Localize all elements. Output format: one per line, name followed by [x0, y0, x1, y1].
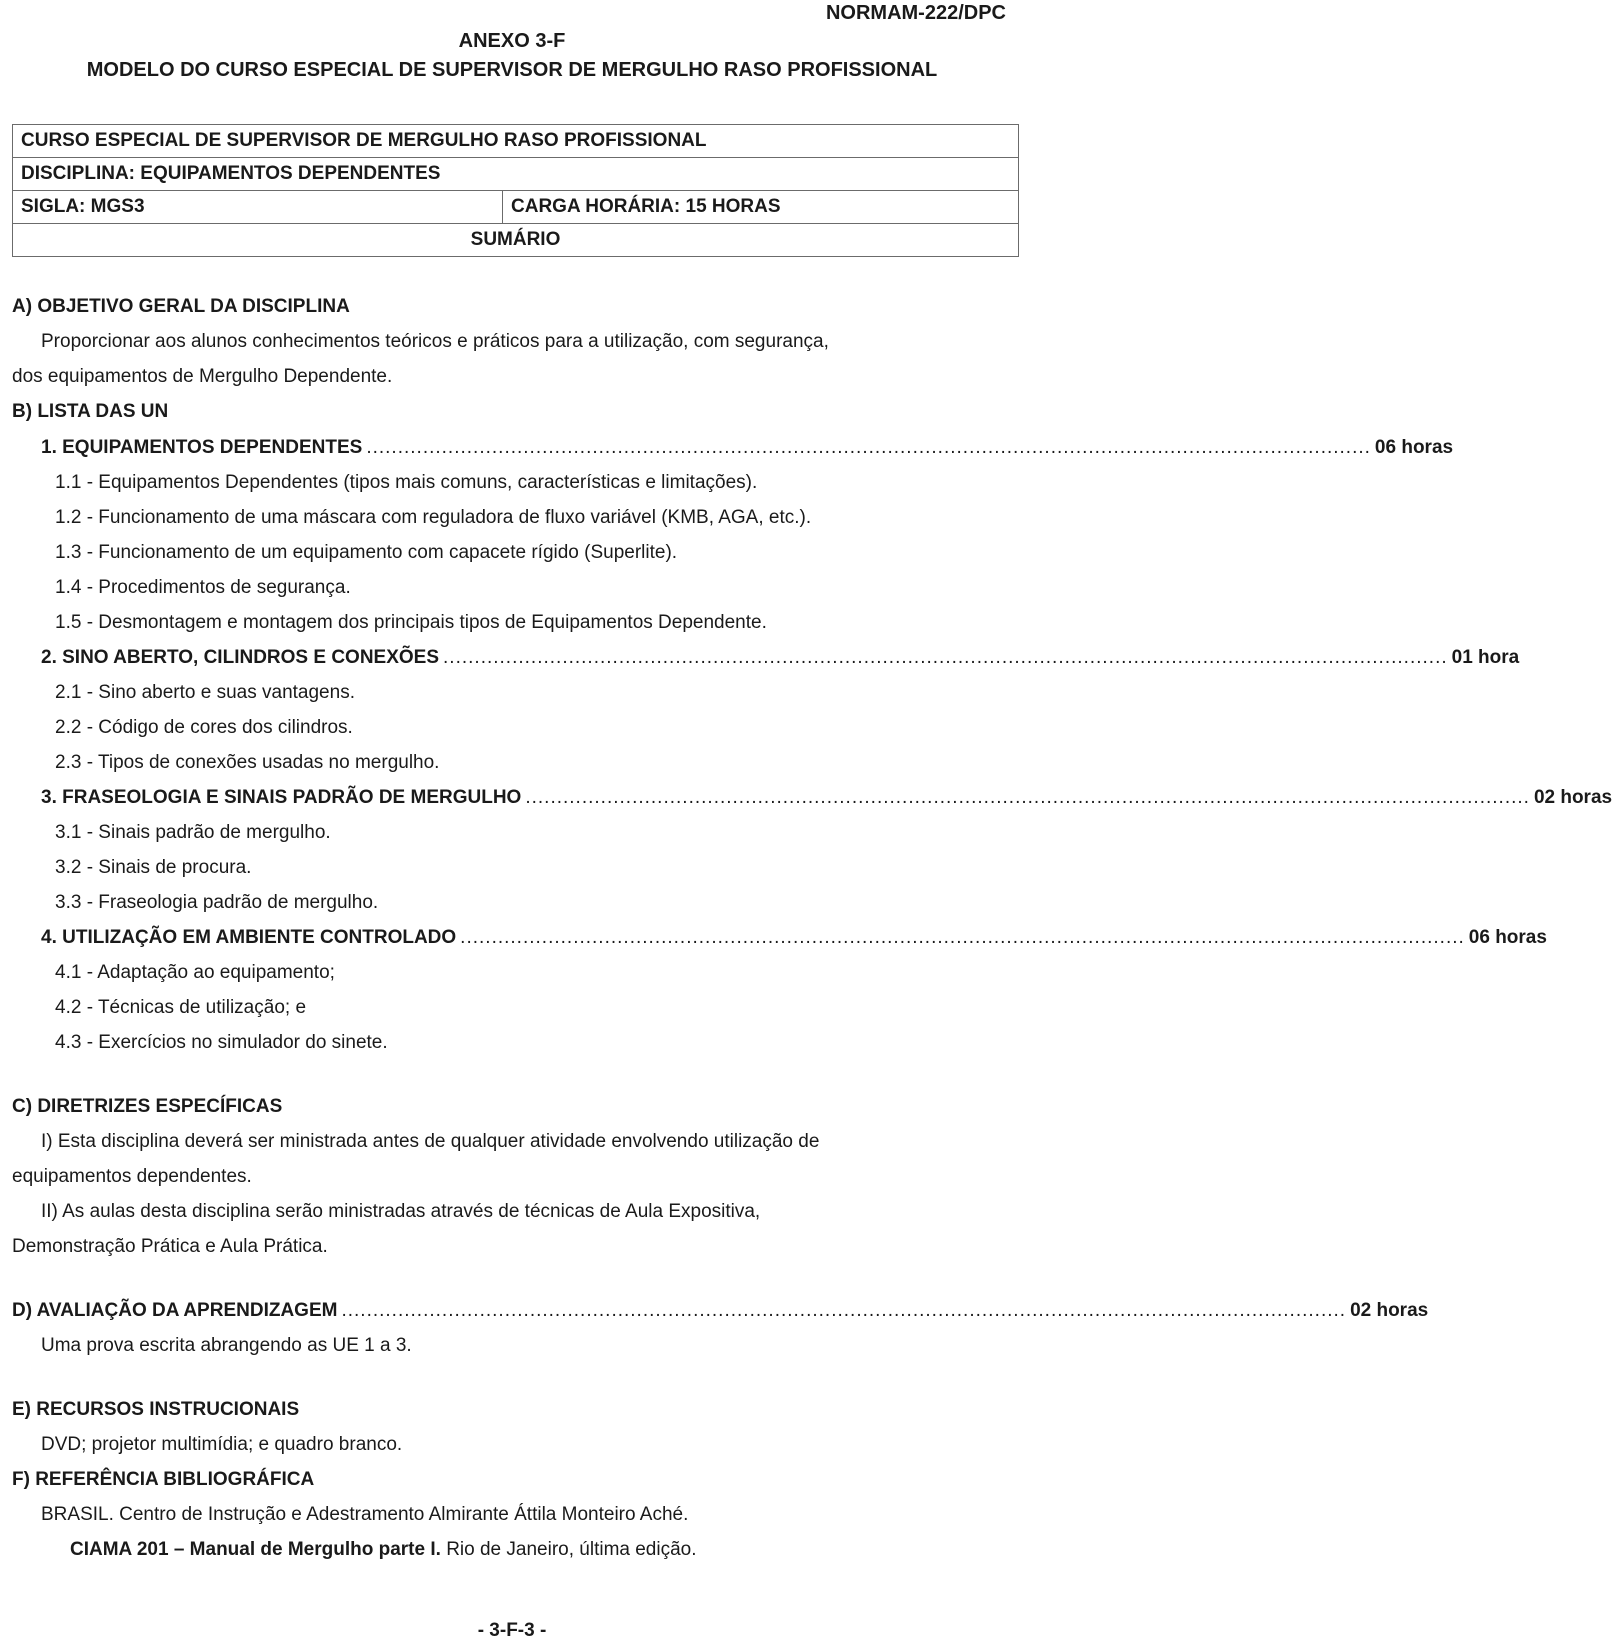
annex-label: ANEXO 3-F [458, 30, 566, 52]
unit-3-item: 3.3 - Fraseologia padrão de mergulho. [55, 892, 379, 913]
unit-4-leader-dots: ................................................................................................................................................................ [460, 927, 1465, 948]
unit-2-leader-dots: ................................................................................................................................................................ [443, 647, 1448, 668]
unit-1-hours: 06 horas [1374, 437, 1454, 458]
section-a-text-line-1: Proporcionar aos alunos conhecimentos teóricos e práticos para a utilização, com segurança, [41, 331, 829, 352]
section-c-paragraph-2-line-1: II) As aulas desta disciplina serão ministradas através de técnicas de Aula Expositiva, [41, 1201, 761, 1222]
acronym-row [13, 191, 1019, 224]
page-title: MODELO DO CURSO ESPECIAL DE SUPERVISOR DE MERGULHO RASO PROFISSIONAL [86, 59, 938, 81]
section-c-heading: C) DIRETRIZES ESPECÍFICAS [12, 1096, 283, 1117]
section-c-paragraph-1-line-1: I) Esta disciplina deverá ser ministrada antes de qualquer atividade envolvendo utilização de [41, 1131, 820, 1152]
course-info-table [12, 124, 1019, 257]
summary-row [13, 224, 1019, 257]
unit-1-item: 1.4 - Procedimentos de segurança. [55, 577, 351, 598]
unit-3-leader-dots: ................................................................................................................................................................ [525, 787, 1530, 808]
section-d-text: Uma prova escrita abrangendo as UE 1 a 3. [41, 1335, 412, 1356]
unit-3-item: 3.1 - Sinais padrão de mergulho. [55, 822, 331, 843]
section-d-hours: 02 horas [1350, 1300, 1429, 1321]
section-d-leader-dots: ................................................................................................................................................................ [341, 1300, 1347, 1321]
unit-3-title: 3. FRASEOLOGIA E SINAIS PADRÃO DE MERGULHO [41, 787, 522, 808]
unit-4-item: 4.2 - Técnicas de utilização; e [55, 997, 307, 1018]
unit-3-item: 3.2 - Sinais de procura. [55, 857, 252, 878]
acronym-cell: SIGLA: MGS3 [13, 191, 503, 224]
unit-1-title: 1. EQUIPAMENTOS DEPENDENTES [41, 437, 363, 458]
unit-4-row [41, 927, 1547, 949]
unit-4-hours: 06 horas [1468, 927, 1547, 948]
unit-3-hours: 02 horas [1533, 787, 1612, 808]
unit-2-row [41, 647, 1520, 669]
section-e-text: DVD; projetor multimídia; e quadro branco. [41, 1434, 403, 1455]
unit-4-title: 4. UTILIZAÇÃO EM AMBIENTE CONTROLADO [41, 927, 457, 948]
section-d-row [12, 1300, 1429, 1322]
unit-2-title: 2. SINO ABERTO, CILINDROS E CONEXÕES [41, 647, 440, 668]
course-row [13, 125, 1019, 158]
section-b-heading: B) LISTA DAS UN [12, 401, 169, 422]
course-cell: CURSO ESPECIAL DE SUPERVISOR DE MERGULHO RASO PROFISSIONAL [13, 125, 1019, 158]
unit-4-item: 4.3 - Exercícios no simulador do sinete. [55, 1032, 388, 1053]
unit-1-row [41, 437, 1454, 459]
unit-2-item: 2.1 - Sino aberto e suas vantagens. [55, 682, 355, 703]
summary-cell: SUMÁRIO [13, 224, 1019, 257]
discipline-cell: DISCIPLINA: EQUIPAMENTOS DEPENDENTES [13, 158, 1019, 191]
section-a-text-line-2: dos equipamentos de Mergulho Dependente. [12, 366, 393, 387]
unit-3-row [41, 787, 1612, 809]
section-a-heading: A) OBJETIVO GERAL DA DISCIPLINA [12, 296, 350, 317]
section-c-paragraph-2-line-2: Demonstração Prática e Aula Prática. [12, 1236, 328, 1257]
unit-2-item: 2.2 - Código de cores dos cilindros. [55, 717, 353, 738]
section-c-paragraph-1-line-2: equipamentos dependentes. [12, 1166, 252, 1187]
discipline-row [13, 158, 1019, 191]
section-f-reference-line-1: BRASIL. Centro de Instrução e Adestramento Almirante Áttila Monteiro Aché. [41, 1504, 689, 1525]
document-reference: NORMAM-222/DPC [825, 2, 1006, 24]
workload-cell: CARGA HORÁRIA: 15 HORAS [503, 191, 1019, 224]
reference-title: CIAMA 201 – Manual de Mergulho parte I. [70, 1539, 441, 1560]
unit-1-leader-dots: ................................................................................................................................................................ [366, 437, 1371, 458]
reference-publication: Rio de Janeiro, última edição. [440, 1539, 697, 1560]
unit-1-item: 1.3 - Funcionamento de um equipamento com capacete rígido (Superlite). [55, 542, 678, 563]
section-f-reference-line-2 [70, 1539, 697, 1561]
unit-2-item: 2.3 - Tipos de conexões usadas no mergulho. [55, 752, 440, 773]
section-f-heading: F) REFERÊNCIA BIBLIOGRÁFICA [12, 1469, 315, 1490]
section-d-heading: D) AVALIAÇÃO DA APRENDIZAGEM [12, 1300, 338, 1321]
unit-4-item: 4.1 - Adaptação ao equipamento; [55, 962, 335, 983]
unit-1-item: 1.2 - Funcionamento de uma máscara com reguladora de fluxo variável (KMB, AGA, etc.). [55, 507, 812, 528]
unit-1-item: 1.1 - Equipamentos Dependentes (tipos mais comuns, características e limitações). [55, 472, 758, 493]
unit-1-item: 1.5 - Desmontagem e montagem dos principais tipos de Equipamentos Dependente. [55, 612, 767, 633]
page-number: - 3-F-3 - [477, 1620, 547, 1641]
unit-2-hours: 01 hora [1451, 647, 1520, 668]
section-e-heading: E) RECURSOS INSTRUCIONAIS [12, 1399, 300, 1420]
